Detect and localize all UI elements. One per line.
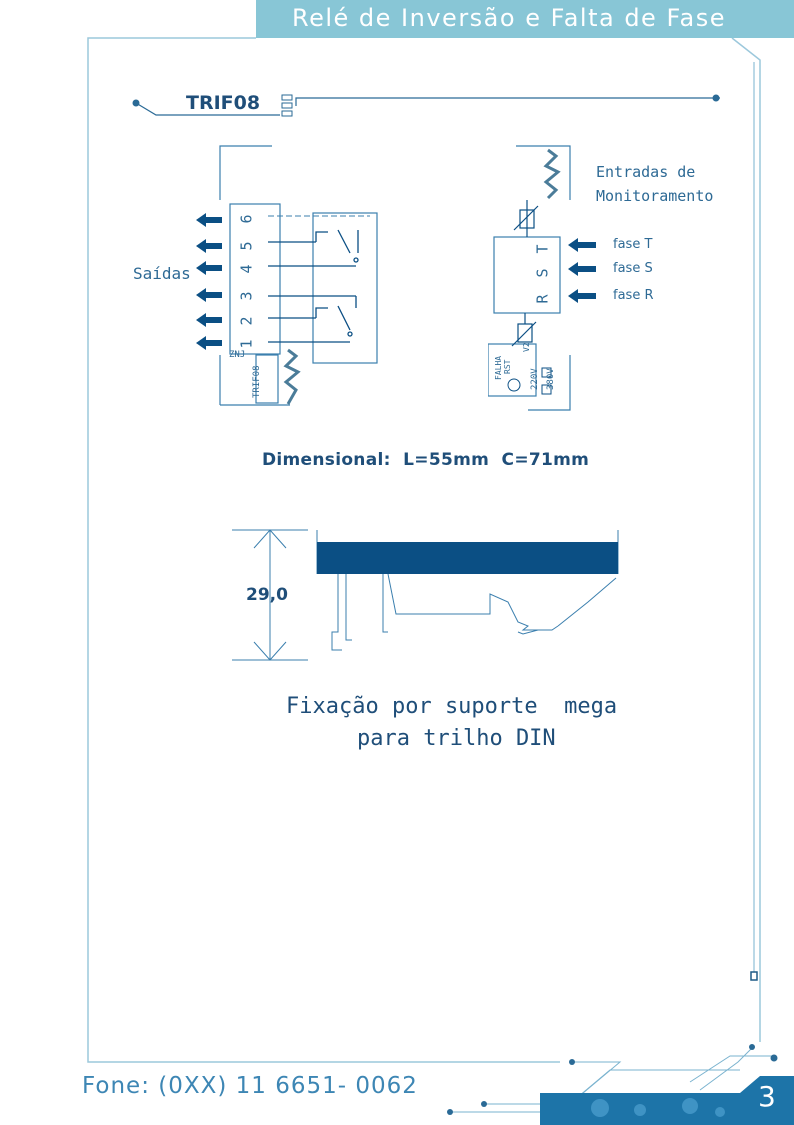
component-illustration-2 xyxy=(540,148,564,200)
phase-s-label: fase S xyxy=(613,261,653,276)
page-number: 3 xyxy=(758,1080,776,1113)
dimensions-text: Dimensional: L=55mm C=71mm xyxy=(262,450,590,470)
page-title: Relé de Inversão e Falta de Fase xyxy=(292,4,727,32)
voltage-220: 220V xyxy=(530,368,540,390)
terminal-6: 6 xyxy=(237,214,256,224)
relay-contacts xyxy=(260,208,385,368)
page-number-tab xyxy=(540,1076,794,1125)
model-name: TRIF08 xyxy=(186,92,261,114)
fixation-line1: Fixação por suporte mega xyxy=(286,694,618,719)
module-body xyxy=(317,542,618,574)
terminal-5: 5 xyxy=(237,241,256,251)
input-arrows xyxy=(568,236,602,306)
phase-r-label: fase R xyxy=(613,288,654,303)
component-illustration xyxy=(280,348,304,406)
outputs-label: Saídas xyxy=(133,264,191,283)
phase-letter-t: T xyxy=(533,244,552,254)
reset-label-2: RST xyxy=(503,359,512,374)
phase-t-label: fase T xyxy=(613,237,653,252)
terminal-4: 4 xyxy=(237,264,256,274)
height-dimension: 29,0 xyxy=(246,585,288,605)
phase-letter-r: R xyxy=(533,294,552,304)
phase-letter-s: S xyxy=(533,268,552,278)
voltage-380: 380V xyxy=(546,368,556,390)
din-rail-profile xyxy=(228,522,628,672)
phone-number: Fone: (0XX) 11 6651- 0062 xyxy=(82,1073,418,1099)
inputs-label-line1: Entradas de xyxy=(596,163,696,181)
reset-label-1: FALHA xyxy=(494,355,503,380)
output-arrows xyxy=(196,210,228,350)
fixation-line2: para trilho DIN xyxy=(357,726,556,751)
brand-mark: ZNJ xyxy=(229,350,246,360)
terminal-2: 2 xyxy=(237,316,256,326)
terminal-3: 3 xyxy=(237,291,256,301)
terminal-1: 1 xyxy=(237,339,256,349)
inputs-label-line2: Monitoramento xyxy=(596,187,714,205)
side-model: TRIF08 xyxy=(252,365,262,398)
v2-label: V2 xyxy=(522,342,531,352)
trace-terminal xyxy=(751,972,757,980)
